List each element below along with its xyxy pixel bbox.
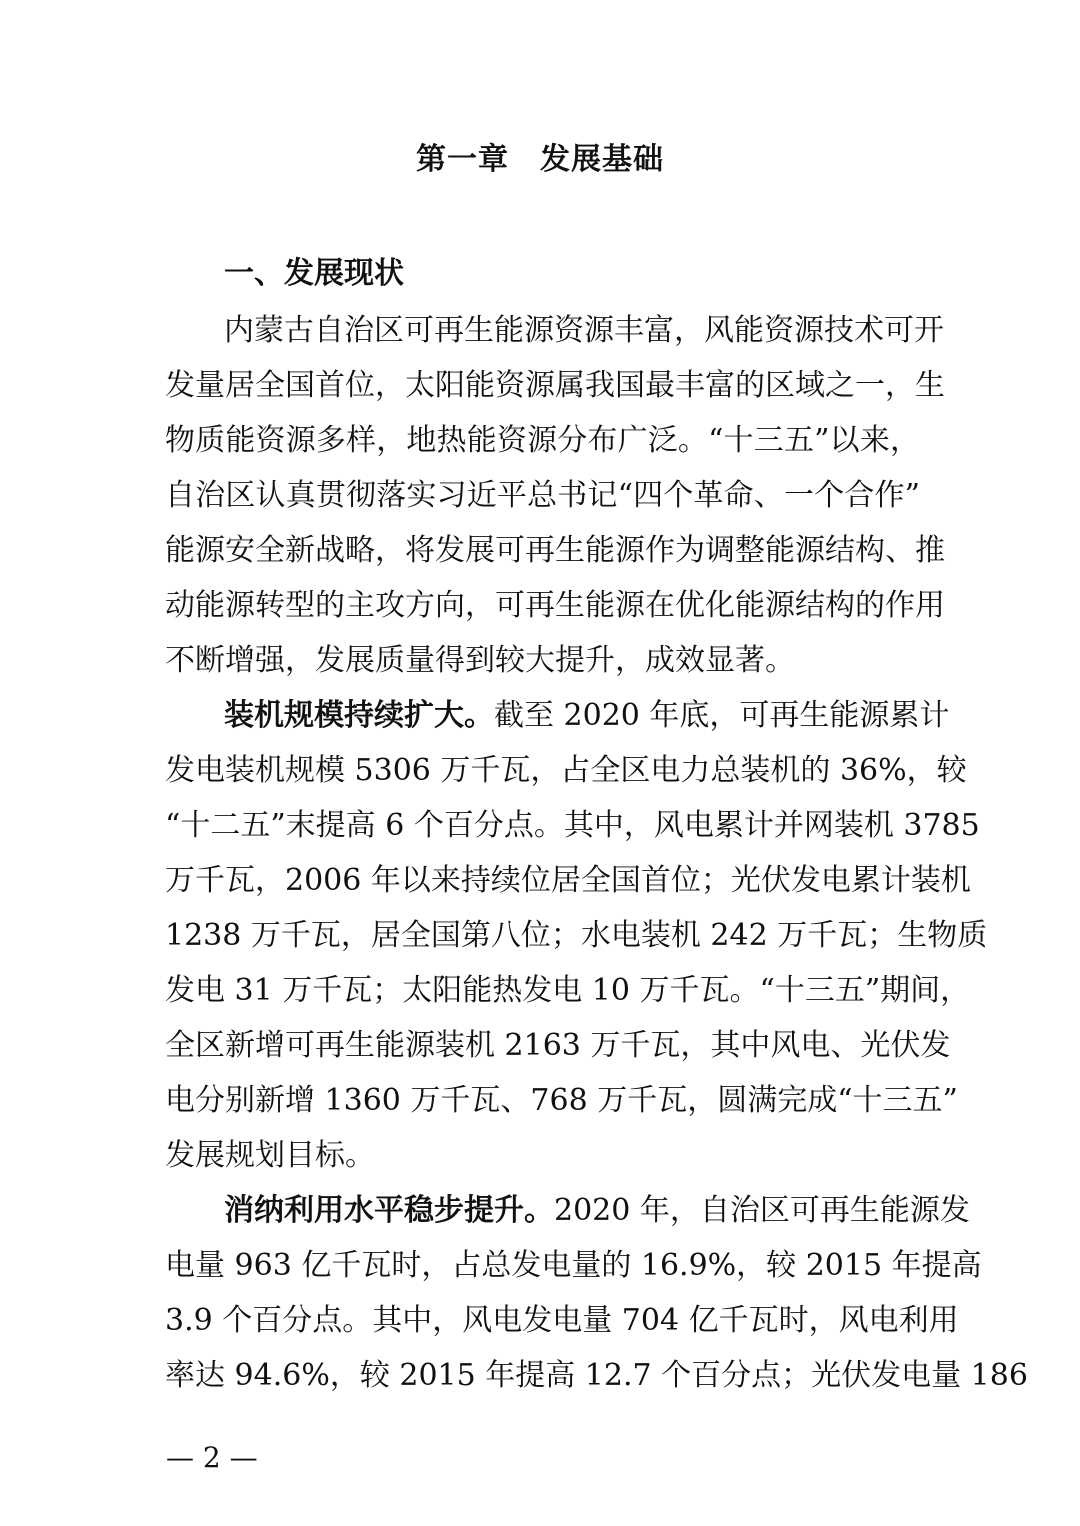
section-heading: 一、发展现状 [224,256,404,291]
paragraph-lead-rest: 截至 2020 年底，可再生能源累计 [494,698,950,733]
paragraph-lead: 消纳利用水平稳步提升。 [224,1193,554,1228]
paragraph-consumption [165,1183,1028,1403]
text-line: 能源安全新战略，将发展可再生能源作为调整能源结构、推 [165,533,945,568]
text-line: 物质能资源多样，地热能资源分布广泛。“十三五”以来， [165,423,920,458]
text-line: “十二五”末提高 6 个百分点。其中，风电累计并网装机 3785 [165,808,980,843]
text-line: 全区新增可再生能源装机 2163 万千瓦，其中风电、光伏发 [165,1028,951,1063]
text-line: 自治区认真贯彻落实习近平总书记“四个革命、一个合作” [165,478,920,513]
text-line: 1238 万千瓦，居全国第八位；水电装机 242 万千瓦；生物质 [165,918,988,953]
text-line: 内蒙古自治区可再生能源资源丰富，风能资源技术可开 [224,313,944,348]
text-line: 电分别新增 1360 万千瓦、768 万千瓦，圆满完成“十三五” [165,1083,958,1118]
page-number: — 2 — [166,1441,258,1474]
paragraph-lead: 装机规模持续扩大。 [224,698,494,733]
paragraph-lead-rest: 2020 年，自治区可再生能源发 [554,1193,970,1228]
text-line: 3.9 个百分点。其中，风电发电量 704 亿千瓦时，风电利用 [165,1303,959,1338]
paragraph-overview [165,303,945,688]
chapter-title: 第一章 发展基础 [416,142,664,177]
text-line [165,688,950,743]
text-line: 动能源转型的主攻方向，可再生能源在优化能源结构的作用 [165,588,945,623]
body-text [165,303,1028,1403]
text-line: 发电 31 万千瓦；太阳能热发电 10 万千瓦。“十三五”期间， [165,973,971,1008]
text-line: 万千瓦，2006 年以来持续位居全国首位；光伏发电累计装机 [165,863,971,898]
text-line: 不断增强，发展质量得到较大提升，成效显著。 [165,643,795,678]
text-line: 发展规划目标。 [165,1138,375,1173]
text-line: 电量 963 亿千瓦时，占总发电量的 16.9%，较 2015 年提高 [165,1248,982,1283]
text-line [165,1183,970,1238]
text-line: 发电装机规模 5306 万千瓦，占全区电力总装机的 36%，较 [165,753,967,788]
text-line: 率达 94.6%，较 2015 年提高 12.7 个百分点；光伏发电量 186 [165,1358,1028,1393]
paragraph-installed-capacity [165,688,988,1183]
text-line: 发量居全国首位，太阳能资源属我国最丰富的区域之一，生 [165,368,945,403]
